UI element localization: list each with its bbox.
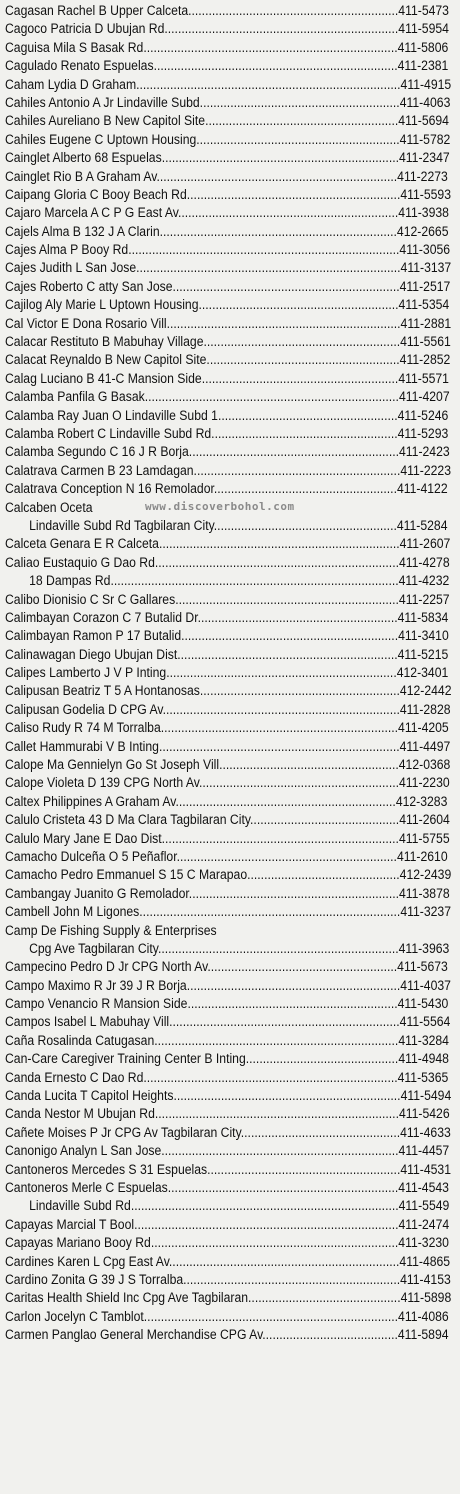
entry-leader-dots: ..........................................................: [203, 334, 401, 351]
entry-leader-dots: ..............................................................: [187, 996, 398, 1013]
entry-name: Capayas Mariano Booy Rd: [5, 1235, 151, 1252]
directory-entry: [5, 627, 454, 645]
directory-entry: [5, 1013, 454, 1031]
entry-leader-dots: ........................................: [262, 1327, 398, 1344]
entry-leader-dots: ............................................................: [196, 131, 400, 148]
entry-name: Calatrava Carmen B 23 Lamdagan: [5, 462, 194, 479]
entry-leader-dots: .....................................................: [219, 757, 399, 774]
entry-phone: 411-5834: [397, 609, 449, 626]
entry-leader-dots: ...................................................................: [172, 278, 400, 295]
directory-entry: [5, 719, 454, 737]
directory-entry: [5, 204, 454, 222]
directory-entry: [5, 866, 454, 884]
directory-entry: [5, 811, 454, 829]
entry-leader-dots: .......................................................................: [158, 738, 400, 755]
entry-leader-dots: .......................................................................: [158, 536, 400, 553]
entry-leader-dots: ...........................................................................: [143, 39, 398, 56]
directory-entry: [5, 57, 454, 75]
entry-leader-dots: ............................................: [250, 812, 400, 829]
entry-phone: 411-5694: [398, 113, 449, 130]
directory-entry: [5, 646, 454, 664]
directory-entry: [5, 977, 454, 995]
entry-name: Calacar Restituto B Mabuhay Village: [5, 334, 204, 351]
entry-leader-dots: ..............................................................................: [136, 260, 401, 277]
directory-entry: [5, 370, 454, 388]
directory-listing: [5, 2, 454, 1345]
entry-phone: 411-4915: [400, 76, 452, 93]
entry-leader-dots: ................................................................: [181, 628, 399, 645]
entry-leader-dots: ....................................................................: [169, 1014, 400, 1031]
entry-name: Can-Care Caregiver Training Center B Inting: [5, 1051, 246, 1068]
entry-phone: 411-5246: [397, 407, 449, 424]
entry-name: Canda Ernesto C Dao Rd: [5, 1069, 144, 1086]
entry-leader-dots: ........................................................................: [154, 554, 399, 571]
directory-entry: [5, 591, 454, 609]
entry-leader-dots: .........................................................: [205, 113, 399, 130]
entry-name: Cahiles Antonio A Jr Lindaville Subd: [5, 94, 200, 111]
entry-name: Camacho Dulceña O 5 Peñaflor: [5, 848, 177, 865]
entry-phone: 411-5898: [400, 1290, 452, 1307]
directory-entry: [5, 388, 454, 406]
entry-leader-dots: .......................................................................: [156, 168, 398, 185]
entry-name: Canda Lucita T Capitol Heights: [5, 1088, 174, 1105]
entry-name: Calimbayan Ramon P 17 Butalid: [5, 628, 182, 645]
entry-phone: 411-4543: [398, 1180, 449, 1196]
entry-name: Calinawagan Diego Ubujan Dist: [5, 646, 178, 663]
directory-entry: [5, 333, 454, 351]
entry-leader-dots: ..............................................................: [188, 444, 399, 461]
entry-leader-dots: .................................................................: [176, 848, 397, 865]
entry-name: Calceta Genara E R Calceta: [5, 536, 159, 553]
entry-leader-dots: ....................................................................: [166, 665, 397, 682]
directory-entry: [5, 1216, 454, 1234]
entry-name: Calulo Mary Jane E Dao Dist: [5, 830, 162, 847]
directory-entry: [5, 995, 454, 1013]
entry-phone: 411-5673: [397, 959, 448, 976]
entry-name: Cambangay Juanito G Remolador: [5, 885, 189, 902]
directory-entry: [5, 885, 454, 903]
directory-entry: [5, 1050, 454, 1068]
entry-phone: 411-5564: [399, 1014, 451, 1031]
directory-entry: [5, 1289, 454, 1307]
entry-leader-dots: ........................................................................: [154, 1032, 399, 1049]
entry-leader-dots: .........................................................: [207, 1161, 401, 1178]
entry-phone: 411-5215: [397, 646, 449, 663]
entry-leader-dots: .................................................................: [175, 793, 396, 810]
directory-entry: [5, 351, 454, 369]
entry-phone: 411-2381: [397, 58, 449, 75]
entry-leader-dots: ..............................................................: [188, 3, 399, 19]
directory-entry: [5, 535, 454, 553]
entry-name: Cahiles Eugene C Uptown Housing: [5, 131, 197, 148]
entry-name: Calamba Panfila G Basak: [5, 389, 145, 406]
entry-leader-dots: ......................................................................: [160, 720, 399, 737]
entry-phone: 411-2230: [399, 775, 450, 792]
directory-entry: [5, 848, 454, 866]
directory-entry: [5, 1087, 454, 1105]
entry-leader-dots: .....................................................................................: [110, 573, 399, 590]
entry-phone: 411-2607: [399, 536, 451, 553]
entry-name: Calipusan Godelia D CPG Av: [5, 701, 163, 718]
directory-entry: [5, 20, 454, 38]
entry-phone: 411-4153: [400, 1271, 451, 1288]
entry-leader-dots: ........................................................: [207, 959, 398, 976]
entry-phone: 411-3056: [399, 242, 451, 259]
entry-leader-dots: .........................................................................: [150, 1235, 399, 1252]
entry-phone: 411-3137: [400, 260, 452, 277]
directory-entry: [5, 278, 454, 296]
directory-entry: [5, 296, 454, 314]
entry-phone: 411-4205: [398, 720, 449, 737]
entry-phone: 412-3283: [395, 793, 448, 810]
entry-name: Calamba Robert C Lindaville Subd Rd: [5, 425, 212, 442]
entry-name: Calamba Segundo C 16 J R Borja: [5, 444, 189, 461]
entry-name: Cagasan Rachel B Upper Calceta: [5, 3, 189, 19]
entry-leader-dots: .....................................................................: [164, 21, 399, 38]
entry-phone: 411-5293: [397, 425, 449, 442]
directory-entry: [5, 425, 454, 443]
entry-name: Caltex Philippines A Graham Av: [5, 793, 176, 810]
directory-entry: [5, 738, 454, 756]
directory-entry: [5, 1197, 454, 1215]
entry-leader-dots: ...............................................................: [186, 977, 401, 994]
entry-leader-dots: ...........................................................................: [144, 389, 399, 406]
entry-leader-dots: ...............................................: [240, 1124, 401, 1141]
directory-entry: [5, 1308, 454, 1326]
directory-entry: [5, 259, 454, 277]
directory-entry: [5, 1253, 454, 1271]
directory-entry: [5, 112, 454, 130]
directory-entry: [5, 701, 454, 719]
entry-phone: 411-3878: [398, 885, 450, 902]
entry-leader-dots: ........................................................................: [153, 58, 398, 75]
entry-phone: 411-5430: [397, 996, 449, 1013]
entry-leader-dots: .............................................................................: [139, 904, 401, 921]
entry-leader-dots: .............................................: [245, 1051, 399, 1068]
entry-leader-dots: .............................................: [248, 1290, 401, 1307]
entry-phone: 411-2604: [399, 812, 450, 829]
entry-name: Calacat Reynaldo B New Capitol Site: [5, 352, 207, 369]
entry-name: 18 Dampas Rd: [29, 573, 111, 590]
directory-entry: [5, 39, 454, 57]
directory-entry: [5, 1142, 454, 1160]
entry-name: Caliao Eustaquio G Dao Rd: [5, 554, 155, 571]
entry-leader-dots: ....................................................................: [168, 1253, 400, 1270]
entry-leader-dots: ......................................................................: [162, 701, 400, 718]
entry-phone: 411-3410: [398, 628, 449, 645]
directory-entry: [5, 793, 454, 811]
entry-phone: 411-4531: [400, 1161, 452, 1178]
entry-name: Campecino Pedro D Jr CPG North Av: [5, 959, 208, 976]
entry-leader-dots: ................................................................................: [128, 242, 400, 259]
entry-leader-dots: ...........................................................: [199, 683, 400, 700]
entry-phone: 411-2828: [399, 701, 451, 718]
directory-entry: [5, 443, 454, 461]
directory-entry: [5, 315, 454, 333]
entry-leader-dots: .......................................................................: [157, 940, 399, 957]
directory-entry: [5, 517, 454, 535]
entry-name: Cagulado Renato Espuelas: [5, 58, 154, 75]
entry-name: Campo Maximo R Jr 39 J R Borja: [5, 977, 187, 994]
entry-phone: 411-4122: [396, 481, 448, 498]
entry-leader-dots: .................................................................: [177, 646, 398, 663]
entry-leader-dots: .................................................................: [177, 205, 399, 222]
entry-phone: 411-2423: [398, 444, 450, 461]
entry-name: Cantoneros Mercedes S 31 Espuelas: [5, 1161, 208, 1178]
directory-entry: [5, 830, 454, 848]
directory-entry: [5, 1032, 454, 1050]
entry-phone: 411-5284: [396, 517, 448, 534]
entry-name: Calcaben Oceta: [5, 499, 93, 516]
entry-leader-dots: ....................................................................: [167, 1180, 399, 1196]
entry-name: Calope Violeta D 139 CPG North Av: [5, 775, 199, 792]
directory-entry: [5, 241, 454, 259]
directory-entry: [5, 149, 454, 167]
entry-name: Callet Hammurabi V B Inting: [5, 738, 159, 755]
entry-phone: 411-5473: [398, 3, 449, 19]
entry-leader-dots: ......................................................: [213, 517, 397, 534]
entry-name: Canda Nestor M Ubujan Rd: [5, 1106, 155, 1123]
entry-name: Caipang Gloria C Booy Beach Rd: [5, 186, 187, 203]
entry-phone: 411-3963: [398, 940, 450, 957]
entry-name: Cahiles Aureliano B New Capitol Site: [5, 113, 206, 130]
entry-name: Cainglet Alberto 68 Espuelas: [5, 150, 162, 167]
entry-phone: 411-4865: [399, 1253, 451, 1270]
directory-entry: [5, 1124, 454, 1142]
entry-phone: 411-2517: [399, 278, 451, 295]
entry-leader-dots: ......................................................................: [161, 150, 400, 167]
directory-entry: [5, 168, 454, 186]
entry-phone: 411-2223: [400, 462, 452, 479]
entry-phone: 411-5894: [397, 1327, 449, 1344]
entry-phone: 411-5593: [400, 186, 452, 203]
entry-phone: 411-2273: [397, 168, 448, 185]
entry-phone: 411-3284: [398, 1032, 449, 1049]
directory-entry: [5, 1105, 454, 1123]
entry-name: Campo Venancio R Mansion Side: [5, 996, 188, 1013]
entry-phone: 412-0368: [398, 757, 451, 774]
directory-entry: [5, 76, 454, 94]
entry-leader-dots: ..............................................................: [188, 885, 399, 902]
entry-name: Cagoco Patricia D Ubujan Rd: [5, 21, 165, 38]
entry-leader-dots: ...............................................................: [186, 186, 401, 203]
entry-name: Calag Luciano B 41-C Mansion Side: [5, 370, 202, 387]
entry-leader-dots: ..........................................................: [201, 370, 399, 387]
entry-name: Cardino Zonita G 39 J S Torralba: [5, 1271, 184, 1288]
entry-leader-dots: ...............................................................................: [130, 1198, 399, 1215]
entry-leader-dots: .....................................................: [217, 407, 398, 424]
entry-phone: 411-5494: [400, 1088, 452, 1105]
entry-phone: 411-4948: [398, 1051, 449, 1068]
directory-entry: [5, 1234, 454, 1252]
entry-leader-dots: ..............................................................................: [134, 1216, 399, 1233]
entry-phone: 411-2610: [396, 848, 448, 865]
directory-entry: [5, 1271, 454, 1289]
directory-entry: [5, 131, 454, 149]
entry-phone: 412-3401: [396, 665, 449, 682]
entry-name: Caña Rosalinda Catugasan: [5, 1032, 155, 1049]
entry-leader-dots: ......................................................................: [161, 1143, 399, 1160]
entry-name: Carlon Jocelyn C Tamblot: [5, 1308, 144, 1325]
entry-leader-dots: ...........................................................................: [143, 1069, 398, 1086]
entry-phone: 411-5954: [398, 21, 449, 38]
directory-entry: [5, 664, 454, 682]
entry-name: Calatrava Conception N 16 Remolador: [5, 481, 214, 498]
entry-name: Cantoneros Merle C Espuelas: [5, 1180, 168, 1196]
entry-phone: 411-5426: [398, 1106, 450, 1123]
entry-leader-dots: .............................................: [247, 867, 400, 884]
entry-phone: 411-4037: [400, 977, 451, 994]
entry-phone: 411-4278: [398, 554, 450, 571]
entry-phone: 412-2442: [399, 683, 452, 700]
directory-entry: [5, 609, 454, 627]
entry-name: Cambell John M Ligones: [5, 904, 140, 921]
entry-leader-dots: ..................................................................: [175, 591, 399, 608]
entry-name: Campos Isabel L Mabuhay Vill: [5, 1014, 170, 1031]
entry-phone: 412-2439: [399, 867, 452, 884]
entry-name: Cajilog Aly Marie L Uptown Housing: [5, 297, 199, 314]
entry-name: Lindaville Subd Rd Tagbilaran City: [29, 517, 214, 534]
entry-phone: 411-3230: [398, 1235, 449, 1252]
directory-entry-heading: [5, 499, 454, 517]
entry-name: Cajes Alma P Booy Rd: [5, 242, 129, 259]
entry-phone: 411-5365: [397, 1069, 449, 1086]
entry-name: Calipes Lamberto J V P Inting: [5, 665, 167, 682]
entry-leader-dots: ..............................................................................: [136, 76, 401, 93]
entry-leader-dots: ......................................................................: [161, 830, 399, 847]
entry-name: Canonigo Analyn L San Jose: [5, 1143, 162, 1160]
entry-phone: 411-4207: [398, 389, 450, 406]
entry-name: Caham Lydia D Graham: [5, 76, 137, 93]
entry-name: Calipusan Beatriz T 5 A Hontanosas: [5, 683, 200, 700]
directory-entry: [5, 682, 454, 700]
directory-entry: [5, 480, 454, 498]
entry-phone: 411-2852: [399, 352, 451, 369]
entry-name: Calimbayan Corazon C 7 Butalid Dr: [5, 609, 198, 626]
entry-phone: 412-2665: [396, 223, 449, 240]
directory-entry: [5, 186, 454, 204]
directory-entry: [5, 1179, 454, 1197]
entry-phone: 411-2474: [398, 1216, 450, 1233]
directory-entry: [5, 958, 454, 976]
entry-phone: 411-5354: [398, 297, 450, 314]
entry-phone: 411-5561: [400, 334, 451, 351]
entry-name: Caritas Health Shield Inc Cpg Ave Tagbilaran: [5, 1290, 249, 1307]
entry-name: Cajaro Marcela A C P G East Av: [5, 205, 178, 222]
entry-name: Cpg Ave Tagbilaran City: [29, 940, 158, 957]
entry-leader-dots: ...................................................................: [173, 1088, 401, 1105]
directory-entry: [5, 774, 454, 792]
directory-entry: [5, 554, 454, 572]
directory-entry: [5, 940, 454, 958]
entry-name: Calope Ma Gennielyn Go St Joseph Vill: [5, 757, 220, 774]
entry-name: Calamba Ray Juan O Lindaville Subd 1: [5, 407, 218, 424]
entry-phone: 411-5782: [399, 131, 451, 148]
entry-name: Cajes Roberto C atty San Jose: [5, 278, 173, 295]
entry-name: Cañete Moises P Jr CPG Av Tagbilaran City: [5, 1124, 241, 1141]
directory-entry: [5, 94, 454, 112]
directory-entry: [5, 756, 454, 774]
entry-name: Calulo Cristeta 43 D Ma Clara Tagbilaran City: [5, 812, 251, 829]
directory-entry: [5, 462, 454, 480]
entry-name: Camp De Fishing Supply & Enterprises: [5, 922, 217, 939]
entry-name: Cajels Alma B 132 J A Clarin: [5, 223, 160, 240]
entry-phone: 411-4457: [398, 1143, 450, 1160]
entry-phone: 411-4086: [398, 1308, 449, 1325]
directory-entry: [5, 903, 454, 921]
entry-name: Camacho Pedro Emmanuel S 15 C Marapao: [5, 867, 248, 884]
entry-phone: 411-3237: [400, 904, 451, 921]
entry-name: Cajes Judith L San Jose: [5, 260, 137, 277]
entry-phone: 411-5806: [397, 39, 449, 56]
entry-leader-dots: .....................................................................: [166, 315, 401, 332]
entry-name: Cal Victor E Dona Rosario Vill: [5, 315, 167, 332]
entry-leader-dots: ........................................................................: [154, 1106, 399, 1123]
entry-phone: 411-2347: [399, 150, 450, 167]
entry-leader-dots: ...........................................................................: [143, 1308, 399, 1325]
entry-leader-dots: ...........................................................: [199, 94, 400, 111]
entry-leader-dots: ................................................................: [183, 1271, 401, 1288]
entry-phone: 411-4633: [400, 1124, 451, 1141]
entry-leader-dots: ......................................................................: [159, 223, 397, 240]
entry-leader-dots: ...........................................................: [197, 609, 398, 626]
entry-phone: 411-5755: [398, 830, 450, 847]
entry-phone: 411-4232: [398, 573, 450, 590]
entry-name: Lindaville Subd Rd: [29, 1198, 131, 1215]
entry-phone: 411-4063: [399, 94, 451, 111]
entry-phone: 411-3938: [398, 205, 449, 222]
entry-name: Caguisa Mila S Basak Rd: [5, 39, 144, 56]
entry-phone: 411-4497: [399, 738, 451, 755]
entry-name: Cardines Karen L Cpg East Av: [5, 1253, 169, 1270]
directory-entry: [5, 1326, 454, 1344]
directory-entry: [5, 407, 454, 425]
entry-name: Calibo Dionisio C Sr C Gallares: [5, 591, 176, 608]
entry-leader-dots: .............................................................: [193, 462, 401, 479]
directory-entry: [5, 1069, 454, 1087]
entry-name: Capayas Marcial T Bool: [5, 1216, 135, 1233]
entry-phone: 411-5549: [398, 1198, 450, 1215]
directory-entry: [5, 2, 454, 20]
entry-leader-dots: ...........................................................: [198, 775, 400, 792]
directory-entry: [5, 223, 454, 241]
entry-phone: 411-2881: [400, 315, 452, 332]
directory-entry-heading: [5, 922, 454, 940]
entry-phone: 411-5571: [398, 370, 449, 387]
entry-leader-dots: ......................................................: [213, 481, 397, 498]
entry-phone: 411-2257: [398, 591, 450, 608]
entry-name: Cainglet Rio B A Graham Av: [5, 168, 157, 185]
watermark: www.discoverbohol.com: [145, 499, 295, 513]
directory-entry: [5, 1161, 454, 1179]
entry-leader-dots: .......................................................: [211, 425, 398, 442]
directory-entry: [5, 572, 454, 590]
entry-leader-dots: ...........................................................: [198, 297, 399, 314]
entry-leader-dots: .........................................................: [206, 352, 400, 369]
entry-name: Carmen Panglao General Merchandise CPG Av: [5, 1327, 263, 1344]
entry-name: Caliso Rudy R 74 M Torralba: [5, 720, 161, 737]
